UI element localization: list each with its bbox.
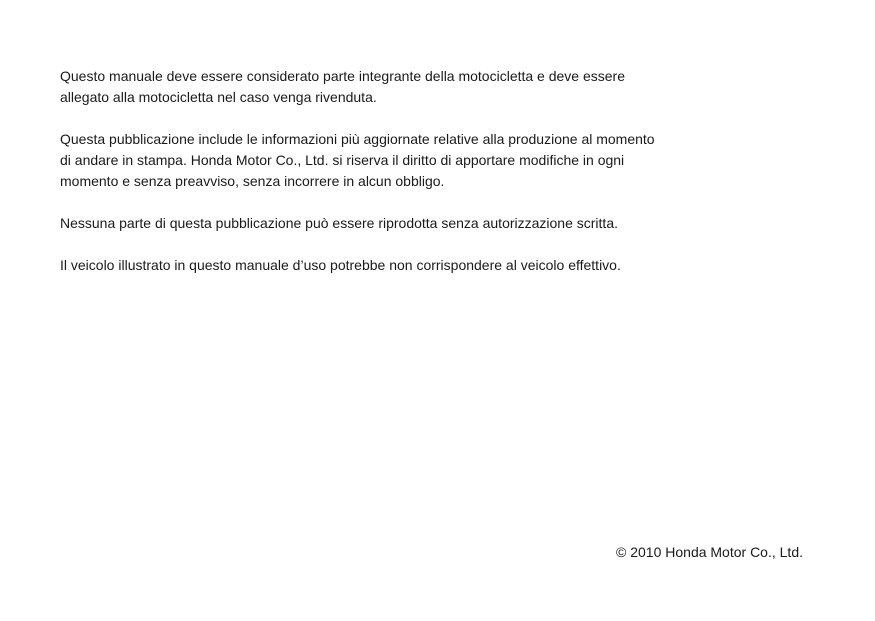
copyright-notice: © 2010 Honda Motor Co., Ltd. <box>616 544 803 560</box>
paragraph-vehicle-illustration: Il veicolo illustrato in questo manuale d’uso potrebbe non corrispondere al veicolo effettivo. <box>60 257 621 273</box>
notice-text-block <box>60 66 660 297</box>
paragraph-integral-part: Questo manuale deve essere considerato parte integrante della motocicletta e deve essere allegato alla motocicletta nel caso venga rivenduta. <box>60 68 626 105</box>
paragraph-reproduction-notice: Nessuna parte di questa pubblicazione può essere riprodotta senza autorizzazione scritta. <box>60 215 618 231</box>
paragraph-publication-info: Questa pubblicazione include le informazioni più aggiornate relative alla produzione al momento di andare in stampa. Honda Motor Co., Ltd. si riserva il diritto di apportare modifiche in ogni momento e senza preavviso, senza incorrere in alcun obbligo. <box>60 131 655 189</box>
